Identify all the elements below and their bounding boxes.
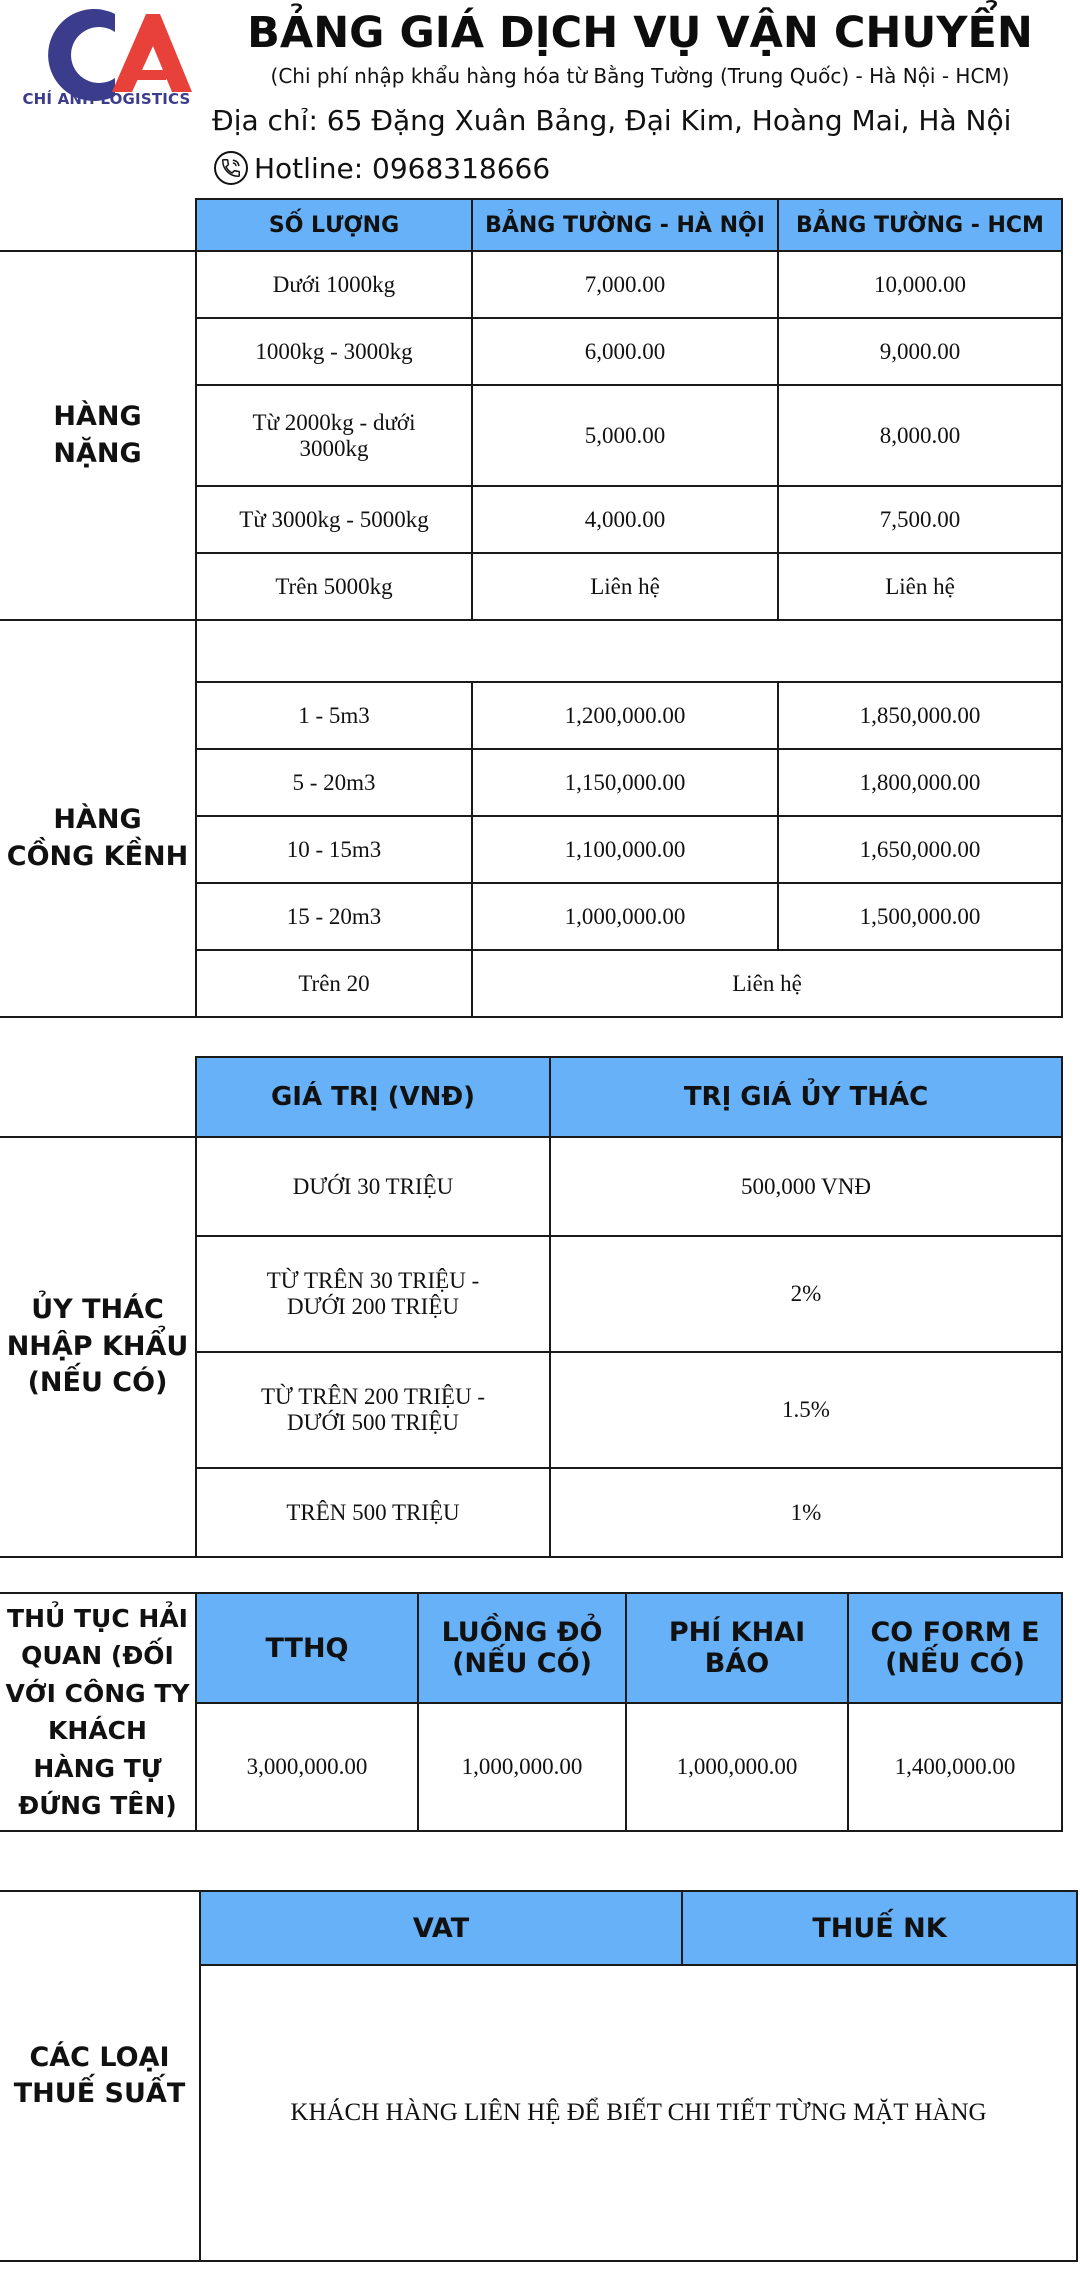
table-cell: 1,400,000.00: [848, 1703, 1062, 1831]
table-cell: Liên hệ: [472, 553, 778, 620]
entrust-corner: [0, 1057, 196, 1137]
table-cell: Dưới 1000kg: [196, 251, 472, 318]
table-cell: 1,650,000.00: [778, 816, 1062, 883]
table-cell: 2%: [550, 1236, 1062, 1352]
table-cell: Từ 3000kg - 5000kg: [196, 486, 472, 553]
table-cell: 1,500,000.00: [778, 883, 1062, 950]
tax-header-import-duty: THUẾ NK: [682, 1891, 1077, 1965]
tax-label: CÁC LOẠI THUẾ SUẤT: [0, 1891, 200, 2261]
table-cell: 3,000,000.00: [196, 1703, 418, 1831]
table-cell: 4,000.00: [472, 486, 778, 553]
address-text: Địa chỉ: 65 Đặng Xuân Bảng, Đại Kim, Hoàng Mai, Hà Nội: [212, 104, 1012, 137]
heavy-goods-label: HÀNG NẶNG: [0, 251, 196, 620]
customs-header-declaration-fee: PHÍ KHAI BÁO: [626, 1593, 848, 1703]
table-cell: 1,800,000.00: [778, 749, 1062, 816]
table-cell: Trên 5000kg: [196, 553, 472, 620]
tax-header-vat: VAT: [200, 1891, 682, 1965]
hotline-row: [214, 148, 550, 188]
table-cell: 1,100,000.00: [472, 816, 778, 883]
table-cell: 1,000,000.00: [626, 1703, 848, 1831]
logo-text: CHÍ ANH LOGISTICS: [22, 90, 191, 108]
customs-header-co-form-e: CO FORM E (NẾU CÓ): [848, 1593, 1062, 1703]
table-cell: Từ 2000kg - dưới 3000kg: [196, 385, 472, 486]
table-cell: TỪ TRÊN 200 TRIỆU - DƯỚI 500 TRIỆU: [196, 1352, 550, 1468]
customs-header-red-lane: LUỒNG ĐỎ (NẾU CÓ): [418, 1593, 626, 1703]
bulky-goods-label: HÀNG CỒNG KỀNH: [0, 620, 196, 1017]
table-cell: 500,000 VNĐ: [550, 1137, 1062, 1236]
table-cell: 1,150,000.00: [472, 749, 778, 816]
table-cell: 15 - 20m3: [196, 883, 472, 950]
table-cell: 6,000.00: [472, 318, 778, 385]
customs-header-tthq: TTHQ: [196, 1593, 418, 1703]
entrust-fee-table: [0, 1056, 1063, 1558]
table-cell: 1,850,000.00: [778, 682, 1062, 749]
table-cell: 1.5%: [550, 1352, 1062, 1468]
phone-icon: [214, 151, 248, 185]
table-cell: TRÊN 500 TRIỆU: [196, 1468, 550, 1557]
spacer-row: [196, 620, 1062, 682]
table-cell: 1 - 5m3: [196, 682, 472, 749]
customs-label: THỦ TỤC HẢI QUAN (ĐỐI VỚI CÔNG TY KHÁCH HÀNG TỰ ĐỨNG TÊN): [0, 1593, 196, 1831]
table-cell: 5 - 20m3: [196, 749, 472, 816]
table-cell: 9,000.00: [778, 318, 1062, 385]
tax-rate-table: [0, 1890, 1078, 2262]
table-cell: 5,000.00: [472, 385, 778, 486]
entrust-header-fee: TRỊ GIÁ ỦY THÁC: [550, 1057, 1062, 1137]
freight-corner: [0, 199, 196, 251]
table-cell: 1000kg - 3000kg: [196, 318, 472, 385]
table-cell: Trên 20: [196, 950, 472, 1017]
entrust-label: ỦY THÁC NHẬP KHẨU (NẾU CÓ): [0, 1137, 196, 1557]
table-cell: 8,000.00: [778, 385, 1062, 486]
table-cell: 10,000.00: [778, 251, 1062, 318]
entrust-header-value: GIÁ TRỊ (VNĐ): [196, 1057, 550, 1137]
table-cell: TỪ TRÊN 30 TRIỆU - DƯỚI 200 TRIỆU: [196, 1236, 550, 1352]
table-cell: 1%: [550, 1468, 1062, 1557]
table-cell: 1,000,000.00: [418, 1703, 626, 1831]
table-cell: Liên hệ: [472, 950, 1062, 1017]
table-cell: DƯỚI 30 TRIỆU: [196, 1137, 550, 1236]
freight-header-hcm: BẢNG TƯỜNG - HCM: [778, 199, 1062, 251]
table-cell: Liên hệ: [778, 553, 1062, 620]
tax-note: KHÁCH HÀNG LIÊN HỆ ĐỂ BIẾT CHI TIẾT TỪNG MẶT HÀNG: [200, 1965, 1077, 2261]
table-cell: 1,200,000.00: [472, 682, 778, 749]
customs-fee-table: [0, 1592, 1063, 1832]
freight-price-table: [0, 198, 1063, 1018]
page-title: BẢNG GIÁ DỊCH VỤ VẬN CHUYỂN: [247, 8, 1033, 58]
table-cell: 7,500.00: [778, 486, 1062, 553]
table-cell: 1,000,000.00: [472, 883, 778, 950]
table-cell: 10 - 15m3: [196, 816, 472, 883]
hotline-text: Hotline: 0968318666: [254, 151, 551, 185]
freight-header-hanoi: BẢNG TƯỜNG - HÀ NỘI: [472, 199, 778, 251]
table-cell: 7,000.00: [472, 251, 778, 318]
freight-header-quantity: SỐ LƯỢNG: [196, 199, 472, 251]
page-subtitle: (Chi phí nhập khẩu hàng hóa từ Bằng Tường (Trung Quốc) - Hà Nội - HCM): [270, 64, 1010, 88]
